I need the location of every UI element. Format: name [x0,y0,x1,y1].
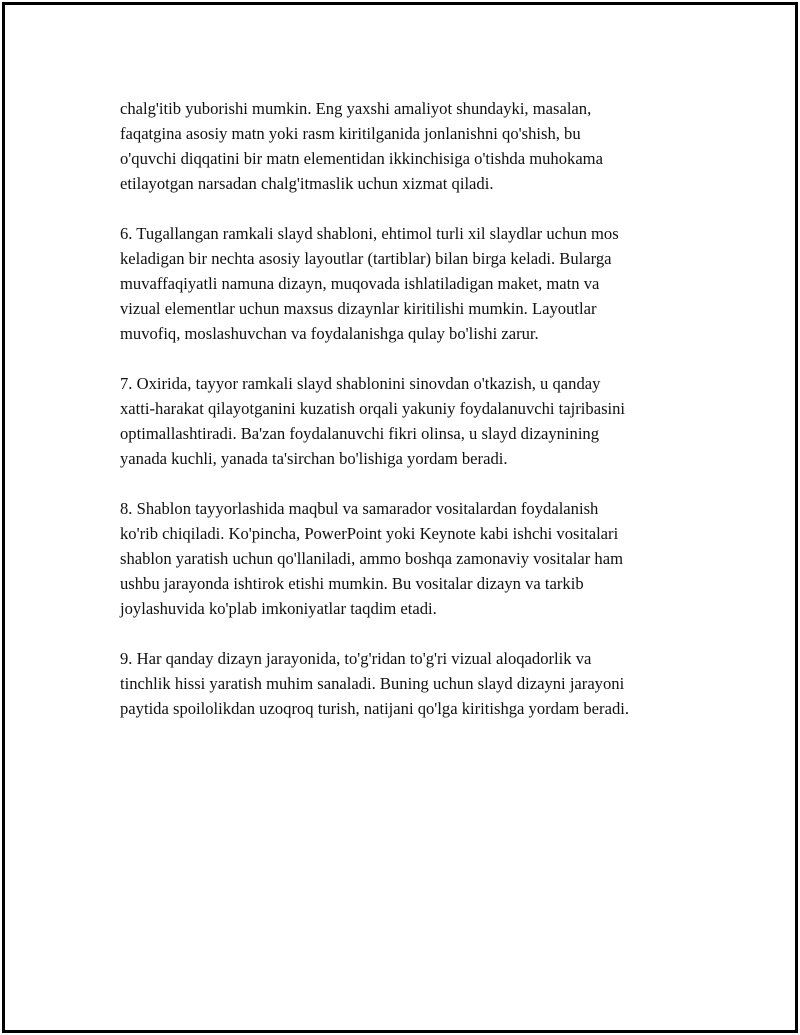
paragraph-item-6 [120,221,720,346]
text-line: joylashuvida ko'plab imkoniyatlar taqdim etadi. [120,599,437,618]
text-line: faqatgina asosiy matn yoki rasm kiritilganida jonlanishni qo'shish, bu [120,124,581,143]
paragraph-item-9 [120,646,720,721]
text-line: optimallashtiradi. Ba'zan foydalanuvchi fikri olinsa, u slayd dizaynining [120,424,600,443]
text-line: 8. Shablon tayyorlashida maqbul va samarador vositalardan foydalanish [120,499,599,518]
text-line: chalg'itib yuborishi mumkin. Eng yaxshi amaliyot shundayki, masalan, [120,99,592,118]
text-line: yanada kuchli, yanada ta'sirchan bo'lishiga yordam beradi. [120,449,508,468]
text-line: o'quvchi diqqatini bir matn elementidan ikkinchisiga o'tishda muhokama [120,149,603,168]
text-line: muvaffaqiyatli namuna dizayn, muqovada ishlatiladigan maket, matn va [120,274,600,293]
text-line: keladigan bir nechta asosiy layoutlar (tartiblar) bilan birga keladi. Bularga [120,249,612,268]
text-line: 9. Har qanday dizayn jarayonida, to'g'ridan to'g'ri vizual aloqadorlik va [120,649,592,668]
text-line: tinchlik hissi yaratish muhim sanaladi. Buning uchun slayd dizayni jarayoni [120,674,625,693]
text-line: 6. Tugallangan ramkali slayd shabloni, ehtimol turli xil slaydlar uchun mos [120,224,619,243]
text-line: etilayotgan narsadan chalg'itmaslik uchun xizmat qiladi. [120,174,494,193]
text-line: xatti-harakat qilayotganini kuzatish orqali yakuniy foydalanuvchi tajribasini [120,399,626,418]
text-line: 7. Oxirida, tayyor ramkali slayd shablonini sinovdan o'tkazish, u qanday [120,374,601,393]
text-line: shablon yaratish uchun qo'llaniladi, ammo boshqa zamonaviy vositalar ham [120,549,623,568]
paragraph-item-7 [120,371,720,471]
paragraph-continued [120,96,720,196]
paragraph-item-8 [120,496,720,621]
text-line: muvofiq, moslashuvchan va foydalanishga qulay bo'lishi zarur. [120,324,539,343]
page-frame [2,2,798,1033]
text-line: paytida spoilolikdan uzoqroq turish, natijani qo'lga kiritishga yordam beradi. [120,699,629,718]
document-body [120,96,720,746]
text-line: ushbu jarayonda ishtirok etishi mumkin. Bu vositalar dizayn va tarkib [120,574,584,593]
text-line: vizual elementlar uchun maxsus dizaynlar kiritilishi mumkin. Layoutlar [120,299,597,318]
text-line: ko'rib chiqiladi. Ko'pincha, PowerPoint yoki Keynote kabi ishchi vositalari [120,524,619,543]
